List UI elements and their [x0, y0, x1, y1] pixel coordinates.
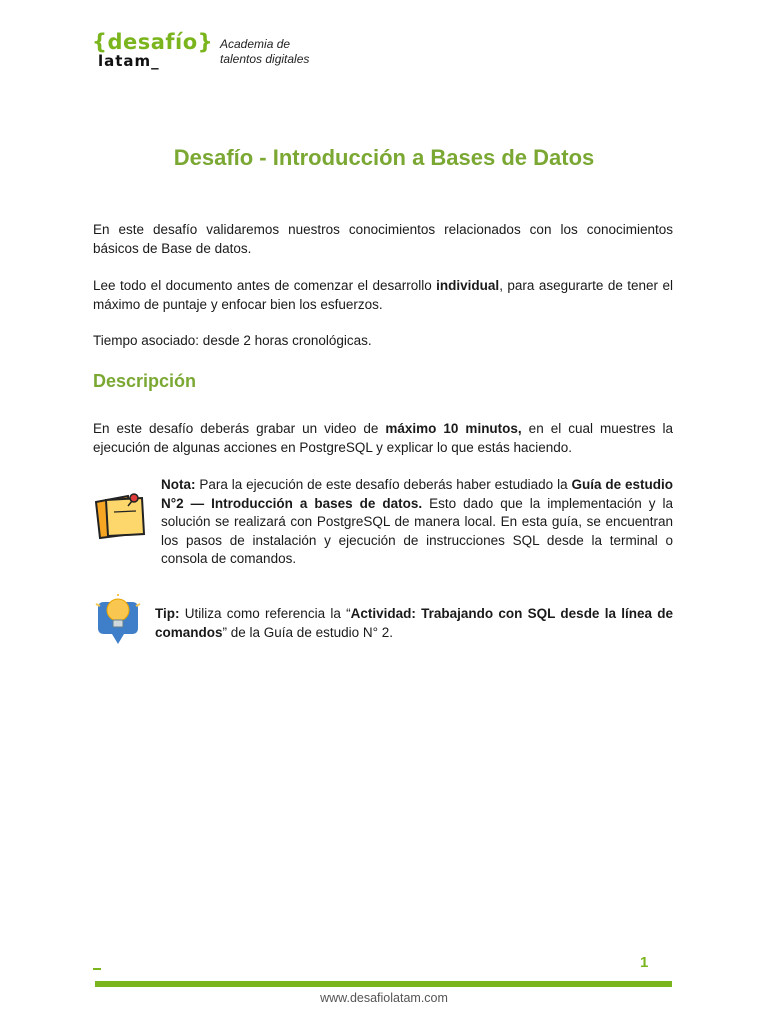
page-number: 1	[640, 954, 649, 971]
description-rest: en el cual muestres la ejecución de algunas acciones en PostgreSQL y explicar lo que estás haciendo.	[93, 421, 673, 455]
page-title: Desafío - Introducción a Bases de Datos	[173, 145, 595, 170]
footer-dash	[93, 968, 101, 970]
description-text: En este desafío deberás grabar un video de	[93, 421, 386, 436]
intro-p2-rest: , para asegurarte de tener el máximo de puntaje y enfocar bien los esfuerzos.	[93, 278, 673, 312]
tip-text: Utiliza como referencia la “	[179, 606, 351, 621]
note-text: Para la ejecución de este desafío deberás haber estudiado la	[195, 477, 572, 492]
tip-activity-bold: Actividad: Trabajando con SQL desde la línea de comandos	[155, 606, 673, 640]
intro-paragraph-1: En este desafío validaremos nuestros conocimientos relacionados con los conocimientos básicos de Base de datos.	[93, 222, 673, 256]
logo-tagline	[220, 37, 309, 67]
note-label: Nota:	[161, 477, 196, 492]
description-bold: máximo 10 minutos,	[385, 421, 522, 436]
intro-p2-bold: individual	[436, 278, 500, 293]
lightbulb-icon	[94, 594, 142, 646]
description-paragraph	[93, 420, 673, 457]
footer-url[interactable]: www.desafiolatam.com	[320, 991, 448, 1005]
intro-p2-text: Lee todo el documento antes de comenzar el desarrollo	[93, 278, 437, 293]
tip-label: Tip:	[155, 606, 180, 621]
note-guide-bold: Guía de estudio N°2 — Introducción a bases de datos.	[161, 477, 673, 511]
section-heading-descripcion: Descripción	[93, 371, 197, 391]
intro-paragraph-2	[93, 277, 673, 314]
tagline-line1: Academia de	[220, 37, 291, 51]
note-paragraph	[161, 476, 673, 569]
logo-brand-top: {desafío}	[92, 30, 214, 54]
tip-rest: ” de la Guía de estudio N° 2.	[222, 624, 394, 640]
logo-brand-bottom: latam_	[98, 52, 160, 70]
note-rest: Esto dado que la implementación y la solución se realizará con PostgreSQL de manera local. En esta guía, se encuentran los pasos de instalación y ejecución de instrucciones SQL desde la terminal o consola de comandos.	[161, 495, 674, 566]
desafio-latam-logo	[92, 30, 332, 74]
footer-divider	[95, 981, 672, 987]
intro-paragraph-3: Tiempo asociado: desde 2 horas cronológicas.	[93, 333, 372, 348]
tagline-line2: talentos digitales	[220, 52, 310, 66]
sticky-note-icon	[92, 490, 152, 542]
tip-paragraph	[155, 605, 673, 642]
